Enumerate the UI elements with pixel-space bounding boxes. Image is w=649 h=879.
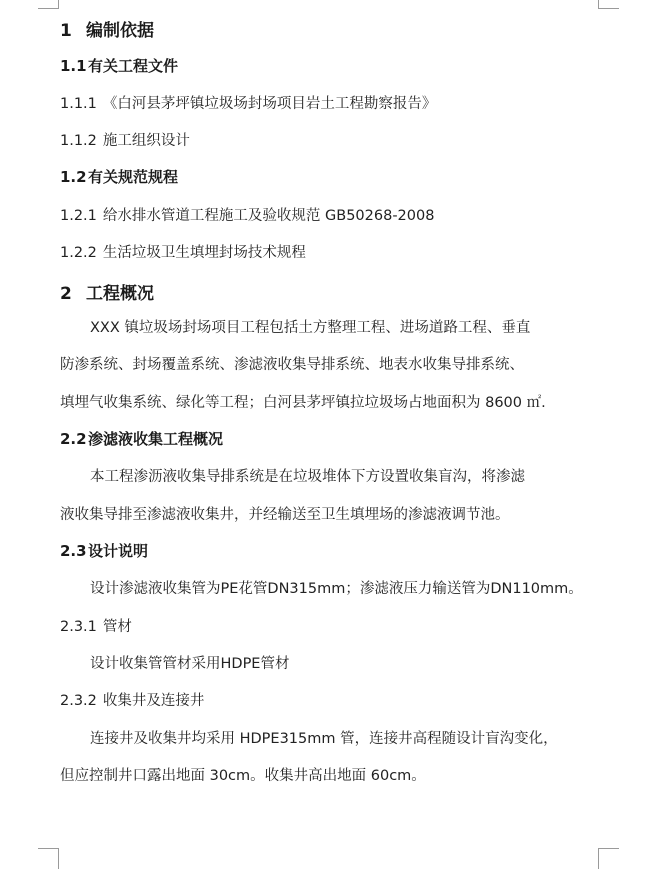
heading-number: 1.1 (60, 57, 87, 75)
crop-mark-top-right (598, 0, 619, 9)
heading-number: 2.3 (60, 542, 87, 560)
item-number: 1.2.2 (60, 245, 97, 261)
heading-title: 有关工程文件 (88, 57, 179, 75)
item-text: 收集井及连接井 (102, 693, 205, 709)
item-text: 给水排水管道工程施工及验收规范 GB50268-2008 (102, 208, 435, 224)
crop-mark-bottom-left (38, 848, 59, 869)
heading-title: 渗滤液收集工程概况 (88, 430, 224, 448)
paragraph-line: 本工程渗沥液收集导排系统是在垃圾堆体下方设置收集盲沟，将渗滤 (90, 469, 525, 485)
heading-number: 2 (60, 284, 72, 304)
heading-number: 2.2 (60, 430, 87, 448)
item-number: 2.3.2 (60, 693, 97, 709)
paragraph-line: 但应控制井口露出地面 30cm。收集井高出地面 60cm。 (60, 768, 426, 784)
heading-title: 工程概况 (86, 284, 154, 304)
item-1-1-2 (60, 129, 190, 150)
item-text: 生活垃圾卫生填埋封场技术规程 (102, 245, 306, 261)
paragraph-line: 设计渗滤液收集管为PE花管DN315mm；渗滤液压力输送管为DN110mm。 (90, 581, 583, 597)
heading-section-1 (60, 16, 154, 41)
heading-section-1-1 (60, 55, 178, 76)
item-number: 1.1.2 (60, 133, 97, 149)
paragraph-line: 连接井及收集井均采用 HDPE315mm 管，连接井高程随设计盲沟变化， (90, 731, 558, 747)
paragraph-line: 填埋气收集系统、绿化等工程；白河县茅坪镇拉垃圾场占地面积为 8600 ㎡. (60, 395, 546, 411)
heading-title: 有关规范规程 (88, 168, 179, 186)
heading-section-1-2 (60, 166, 178, 187)
item-text: 《白河县茅坪镇垃圾场封场项目岩土工程勘察报告》 (102, 96, 437, 112)
heading-number: 1.2 (60, 168, 87, 186)
item-text: 施工组织设计 (102, 133, 190, 149)
item-1-1-1 (60, 92, 436, 113)
heading-title: 设计说明 (88, 542, 149, 560)
crop-mark-top-left (38, 0, 59, 9)
paragraph-line: 防渗系统、封场覆盖系统、渗滤液收集导排系统、地表水收集导排系统、 (60, 357, 524, 373)
item-1-2-1 (60, 204, 434, 225)
item-2-3-1 (60, 615, 132, 636)
item-1-2-2 (60, 241, 306, 262)
item-number: 1.2.1 (60, 208, 97, 224)
item-number: 1.1.1 (60, 96, 97, 112)
heading-section-2-2 (60, 428, 223, 449)
item-text: 管材 (102, 619, 132, 635)
heading-title: 编制依据 (86, 21, 154, 41)
heading-section-2 (60, 279, 154, 304)
heading-number: 1 (60, 21, 72, 41)
paragraph-line: 设计收集管管材采用HDPE管材 (90, 656, 290, 672)
heading-section-2-3 (60, 540, 148, 561)
paragraph-line: XXX 镇垃圾场封场项目工程包括土方整理工程、进场道路工程、垂直 (90, 320, 531, 336)
paragraph-line: 液收集导排至渗滤液收集井，并经输送至卫生填埋场的渗滤液调节池。 (60, 507, 510, 523)
item-number: 2.3.1 (60, 619, 97, 635)
item-2-3-2 (60, 689, 204, 710)
crop-mark-bottom-right (598, 848, 619, 869)
